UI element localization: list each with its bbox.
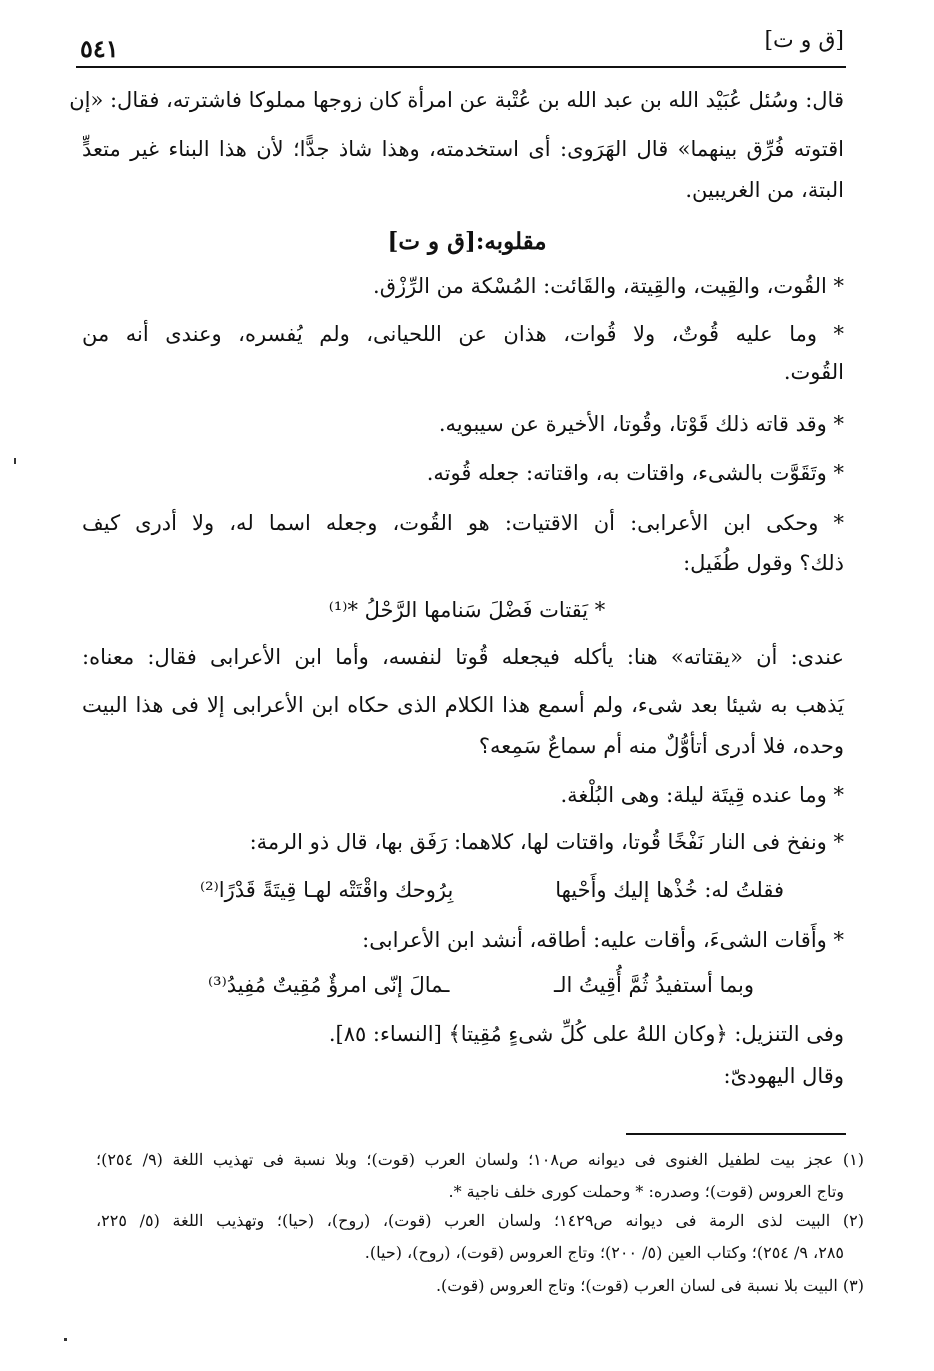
verse-arabi-second-hemistich: ـمالَ إنّى امرؤٌ مُقِيتٌ مُفِيدُ⁽³⁾	[208, 973, 450, 997]
closing-line: وقال اليهودىّ:	[723, 1064, 844, 1088]
entry-qatahu: * وقد قاته ذلك قَوْتا، وقُوتا، الأخيرة عن سيبويه.	[438, 412, 844, 436]
footnote-3-line-1: (٣) البيت بلا نسبة فى لسان العرب (قوت)؛ وتاج العروس (قوت).	[435, 1276, 864, 1295]
header-rule	[76, 66, 846, 68]
paragraph-1-line-3: البتة، من الغريبين.	[685, 178, 844, 202]
entry-nafakha: * ونفخ فى النار نَفْخًا قُوتا، واقتات لها، كلاهما: رَفَق بها، قال ذو الرمة:	[249, 830, 844, 854]
entry-hakaa-line-2: ذلك؟ وقول طُفَيل:	[683, 551, 844, 575]
entry-hakaa-line-1: * وحكى ابن الأعرابى: أن الاقتيات: هو القُوت، وجعله اسما له، ولا أدرى كيف	[82, 511, 844, 535]
paragraph-1-line-2: اقتوته فُرِّق بينهما» قال الهَرَوى: أى استخدمته، وهذا شاذ جدًّا؛ لأن هذا البناء غير متعدٍّ	[82, 137, 844, 161]
paragraph-2-line-2: يَذهب به شيئا بعد شىء، ولم أسمع هذا الكلام الذى حكاه ابن الأعرابى إلا فى هذا البيت	[82, 693, 844, 717]
running-head: [ق و ت]	[764, 28, 844, 53]
verse-dhu-rumma-first-hemistich: فقلتُ له: خُذْها إليك وأَحْيها	[555, 878, 784, 902]
footnote-1-line-2: وتاج العروس (قوت)؛ وصدره: * وحملت كورى خلف ناجية *.	[448, 1182, 844, 1201]
entry-ma-alayh-line-2: القُوت.	[783, 360, 844, 384]
footnote-rule	[626, 1133, 846, 1135]
footnote-1-line-1: (١) عجز بيت لطفيل الغنوى فى ديوانه ص١٠٨؛ ولسان العرب (قوت)؛ وبلا نسبة فى تهذيب اللغة (٩/ ٢٥٤)؛	[96, 1150, 864, 1169]
paragraph-2-line-3: وحده، فلا أدرى أتأوُّلٌ منه أم سماعٌ سَمِعه؟	[478, 734, 844, 758]
paragraph-2-line-1: عندى: أن «يقتاته» هنا: يأكله فيجعله قُوتا لنفسه، وأما ابن الأعرابى فقال: معناه:	[82, 645, 844, 669]
verse-arabi-first-hemistich: وبما أستفيدُ ثُمَّ أُقِيتُ الـ	[553, 973, 754, 997]
entry-aqata: * وأَقات الشىءَ، وأقات عليه: أطاقه، أنشد ابن الأعرابى:	[362, 928, 844, 952]
verse-dhu-rumma-second-hemistich: بِرُوحك واقْتَتْه لهـا قِيتَةً قَدْرًا⁽²⁾	[200, 878, 454, 902]
footnote-2-line-1: (٢) البيت لذى الرمة فى ديوانه ص١٤٢٩؛ ولسان العرب (قوت)، (روح)، (حيا)؛ وتهذيب اللغة (٥/ ٢٢٥،	[96, 1211, 864, 1230]
scan-speck	[14, 458, 16, 464]
quran-citation: وفى التنزيل: ﴿وكان اللهُ على كُلِّ شىءٍ مُقِيتا﴾ [النساء: ٨٥].	[328, 1022, 844, 1046]
footnote-2-line-2: ٢٨٥، ٩/ ٢٥٤)؛ وكتاب العين (٥/ ٢٠٠)؛ وتاج العروس (قوت)، (روح)، (حيا).	[364, 1243, 844, 1262]
entry-qitah: * وما عنده قِيتَة ليلة: وهى البُلْغة.	[560, 783, 844, 807]
entry-qut: * القُوت، والقِيت، والقِيتة، والقَائت: المُسْكة من الرِّزْق.	[373, 274, 844, 298]
entry-ma-alayh-line-1: * وما عليه قُوتٌ، ولا قُوات، هذان عن اللحيانى، ولم يُفسره، وعندى أنه من	[82, 322, 844, 346]
entry-taqawwat: * وتَقَوَّت بالشىء، واقتات به، واقتاته: جعله قُوته.	[426, 461, 844, 485]
paragraph-1-line-1: قال: وسُئل عُبَيْد الله بن عبد الله بن عُتْبة عن امرأة كان زوجها مملوكا فاشترته، فقال: «إن	[69, 88, 844, 112]
page-number: ٥٤١	[80, 34, 119, 63]
section-heading: مقلوبه:[ق و ت]	[387, 228, 547, 255]
scan-speck	[64, 1338, 67, 1341]
verse-tufayl: * يَقتات فَضْلَ سَنامها الرَّحْلُ *⁽¹⁾	[328, 598, 606, 622]
